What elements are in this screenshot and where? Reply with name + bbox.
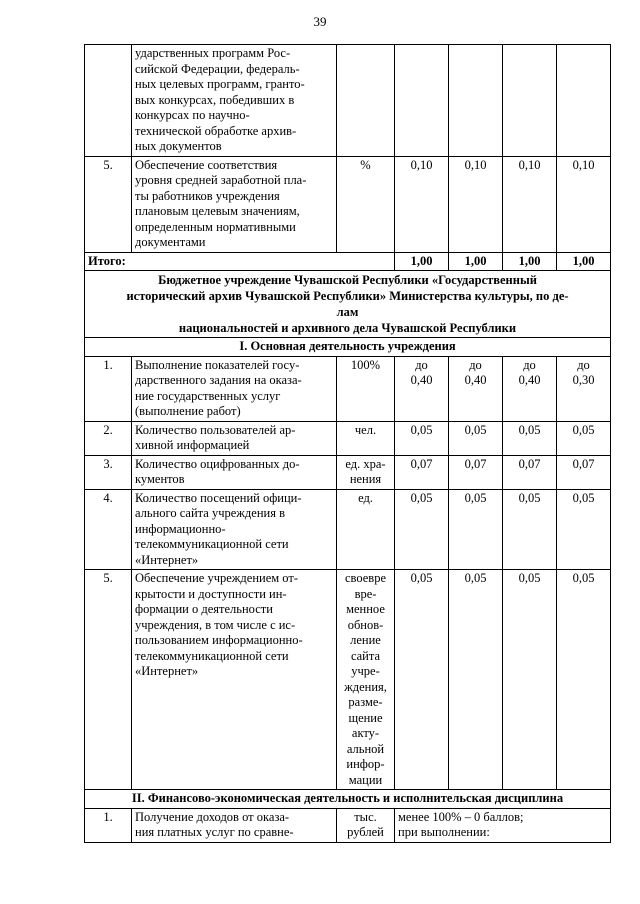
row-unit: своевре вре- менное обнов- ление сайта учре- ждения, разме- щение акту- альной инфор- мации xyxy=(337,570,395,790)
total-value: 1,00 xyxy=(503,252,557,271)
row-unit: ед. хра- нения xyxy=(337,455,395,489)
row-value: до 0,40 xyxy=(395,356,449,421)
row-description: Количество оцифрованных до- кументов xyxy=(132,455,337,489)
section-title: I. Основная деятельность учреждения xyxy=(85,338,611,357)
row-note: менее 100% – 0 баллов; при выполнении: xyxy=(395,808,611,842)
row-value: до 0,30 xyxy=(557,356,611,421)
table-row xyxy=(85,489,611,570)
row-value: 0,05 xyxy=(395,489,449,570)
row-value: 0,05 xyxy=(503,421,557,455)
row-value: 0,10 xyxy=(449,156,503,252)
row-value: 0,05 xyxy=(449,570,503,790)
table-row xyxy=(85,156,611,252)
row-value: 0,05 xyxy=(449,489,503,570)
row-number: 3. xyxy=(85,455,132,489)
row-value: 0,10 xyxy=(503,156,557,252)
row-number: 1. xyxy=(85,356,132,421)
table-row xyxy=(85,455,611,489)
row-description: Выполнение показателей госу- дарственного задания на оказа- ние государственных услуг (выполнение работ) xyxy=(132,356,337,421)
page-number: 39 xyxy=(313,14,327,29)
row-value: 0,07 xyxy=(557,455,611,489)
row-number: 2. xyxy=(85,421,132,455)
row-description: Количество пользователей ар- хивной информацией xyxy=(132,421,337,455)
table-row xyxy=(85,570,611,790)
row-description: Количество посещений офици- ального сайта учреждения в информационно- телекоммуникационной сети «Интернет» xyxy=(132,489,337,570)
total-row xyxy=(85,252,611,271)
row-unit: чел. xyxy=(337,421,395,455)
row-unit: % xyxy=(337,156,395,252)
row-description: ударственных программ Рос- сийской Федерации, федераль- ных целевых программ, гранто- вых конкурсах, победивших в конкурсах по научно- технической обработке архив- ных документов xyxy=(132,45,337,157)
row-value: 0,05 xyxy=(557,421,611,455)
row-unit: 100% xyxy=(337,356,395,421)
row-number: 4. xyxy=(85,489,132,570)
row-value: 0,07 xyxy=(449,455,503,489)
row-unit: ед. xyxy=(337,489,395,570)
total-value: 1,00 xyxy=(395,252,449,271)
row-value: 0,07 xyxy=(395,455,449,489)
total-value: 1,00 xyxy=(557,252,611,271)
row-value: 0,05 xyxy=(449,421,503,455)
row-value: до 0,40 xyxy=(503,356,557,421)
org-header-row xyxy=(85,271,611,338)
section-title: II. Финансово-экономическая деятельность и исполнительская дисциплина xyxy=(85,790,611,809)
row-value: 0,05 xyxy=(557,570,611,790)
row-description: Обеспечение соответствия уровня средней заработной пла- ты работников учреждения плановым целевым значениям, определенным нормативными документами xyxy=(132,156,337,252)
row-description: Получение доходов от оказа- ния платных услуг по сравне- xyxy=(132,808,337,842)
row-number: 5. xyxy=(85,570,132,790)
row-value: до 0,40 xyxy=(449,356,503,421)
org-header: Бюджетное учреждение Чувашской Республики «Государственный исторический архив Чувашской Республики» Министерства культуры, по де- лам национальностей и архивного дела Чувашской Республики xyxy=(85,271,611,338)
table-row xyxy=(85,356,611,421)
total-label: Итого: xyxy=(85,252,395,271)
row-value: 0,10 xyxy=(395,156,449,252)
row-value: 0,05 xyxy=(557,489,611,570)
table-row xyxy=(85,45,611,157)
row-value: 0,05 xyxy=(395,570,449,790)
criteria-table xyxy=(84,44,611,843)
section-row xyxy=(85,790,611,809)
table-row xyxy=(85,808,611,842)
row-value: 0,05 xyxy=(503,570,557,790)
row-number: 1. xyxy=(85,808,132,842)
row-unit: тыс. рублей xyxy=(337,808,395,842)
row-value: 0,07 xyxy=(503,455,557,489)
section-row xyxy=(85,338,611,357)
row-description: Обеспечение учреждением от- крытости и доступности ин- формации о деятельности учреждения, в том числе с ис- пользованием информационно- телекоммуникационной сети «Интернет» xyxy=(132,570,337,790)
total-value: 1,00 xyxy=(449,252,503,271)
row-value: 0,05 xyxy=(395,421,449,455)
row-value: 0,05 xyxy=(503,489,557,570)
table-row xyxy=(85,421,611,455)
row-value: 0,10 xyxy=(557,156,611,252)
row-number: 5. xyxy=(85,156,132,252)
